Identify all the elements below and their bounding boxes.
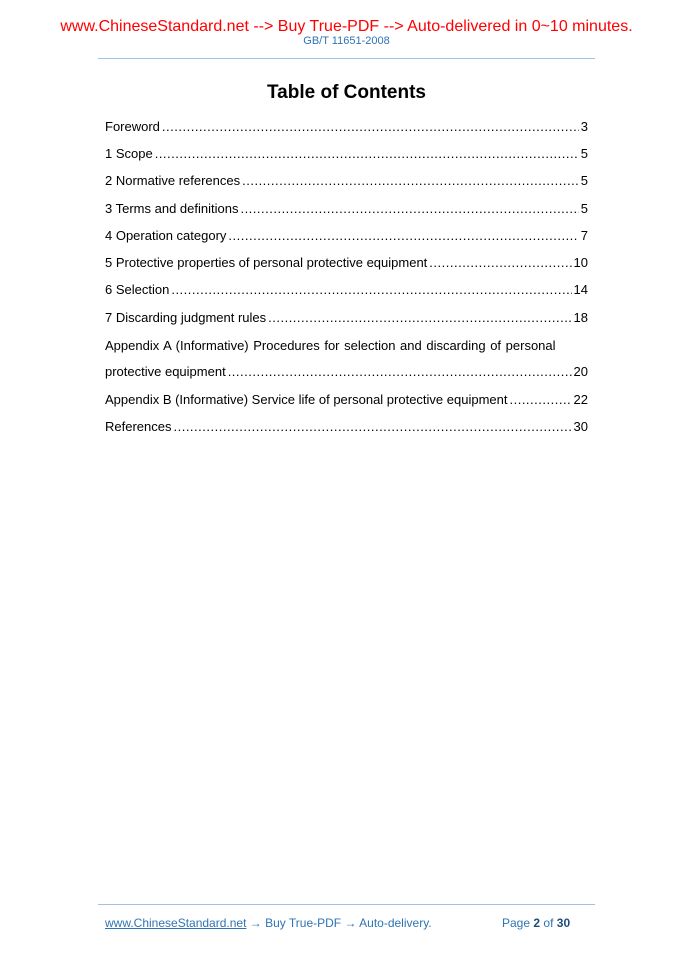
toc-entry-foreword[interactable] <box>105 113 588 140</box>
toc-entry-terms-definitions[interactable] <box>105 195 588 222</box>
dot-leader <box>173 419 571 435</box>
dot-leader <box>228 364 572 380</box>
toc-entry-selection[interactable] <box>105 277 588 304</box>
toc-entry-scope[interactable] <box>105 140 588 167</box>
toc-entry-label: 4 Operation category <box>105 227 227 243</box>
footer-buy-text: Buy True-PDF <box>265 916 342 930</box>
standard-code: GB/T 11651-2008 <box>303 35 390 47</box>
toc-entry-references[interactable] <box>105 413 588 440</box>
header-divider <box>98 58 595 59</box>
toc-entry-label: 1 Scope <box>105 145 153 161</box>
toc-entry-page: 5 <box>580 145 588 161</box>
toc-entry-page: 7 <box>580 227 588 243</box>
toc-entry-label: 3 Terms and definitions <box>105 200 239 216</box>
dot-leader <box>228 228 578 244</box>
page-prefix: Page <box>502 916 531 930</box>
footer-website-link[interactable]: www.ChineseStandard.net <box>105 916 247 930</box>
dot-leader <box>509 392 571 408</box>
toc-entry-label: References <box>105 418 172 434</box>
toc-entry-label: Appendix B (Informative) Service life of personal protective equipment <box>105 391 508 407</box>
toc-entry-page: 22 <box>573 391 588 407</box>
toc-entry-page: 3 <box>580 118 588 134</box>
toc-entry-appendix-b[interactable] <box>105 386 588 413</box>
toc-entry-label: 2 Normative references <box>105 173 241 189</box>
dot-leader <box>429 255 571 271</box>
footer-promo <box>105 916 432 930</box>
toc-entry-page: 10 <box>573 255 588 271</box>
arrow-right-icon: → <box>249 916 262 930</box>
toc-entry-page: 5 <box>580 173 588 189</box>
dot-leader <box>171 282 571 298</box>
toc-entry-appendix-a[interactable] <box>105 331 588 386</box>
toc-entry-normative-references[interactable] <box>105 168 588 195</box>
toc-entry-label: 5 Protective properties of personal protective equipment <box>105 255 428 271</box>
promo-banner[interactable]: www.ChineseStandard.net --> Buy True-PDF --> Auto-delivered in 0~10 minutes. <box>60 18 633 35</box>
footer-divider <box>98 904 595 905</box>
toc-entry-page: 30 <box>573 418 588 434</box>
dot-leader <box>242 173 579 189</box>
table-of-contents <box>105 113 588 441</box>
toc-entry-label: Appendix A (Informative) Procedures for selection and discarding of personal <box>105 337 556 353</box>
dot-leader <box>240 201 578 217</box>
toc-entry-discarding-rules[interactable] <box>105 304 588 331</box>
footer-delivery-text: Auto-delivery. <box>359 916 432 930</box>
page-current: 2 <box>533 916 541 930</box>
toc-entry-operation-category[interactable] <box>105 222 588 249</box>
page-number <box>502 916 570 930</box>
toc-entry-label-continued: protective equipment <box>105 364 226 380</box>
toc-entry-page: 20 <box>573 364 588 380</box>
page-title: Table of Contents <box>266 82 427 103</box>
toc-entry-label: 7 Discarding judgment rules <box>105 309 267 325</box>
dot-leader <box>268 310 571 326</box>
toc-entry-page: 5 <box>580 200 588 216</box>
toc-entry-page: 18 <box>573 309 588 325</box>
dot-leader <box>162 119 579 135</box>
page-total: 30 <box>556 916 571 930</box>
toc-entry-label: Foreword <box>105 118 160 134</box>
page-of: of <box>543 916 554 930</box>
toc-entry-page: 14 <box>573 282 588 298</box>
arrow-right-icon: → <box>344 916 357 930</box>
toc-entry-protective-properties[interactable] <box>105 249 588 276</box>
dot-leader <box>155 146 579 162</box>
toc-entry-label: 6 Selection <box>105 282 170 298</box>
